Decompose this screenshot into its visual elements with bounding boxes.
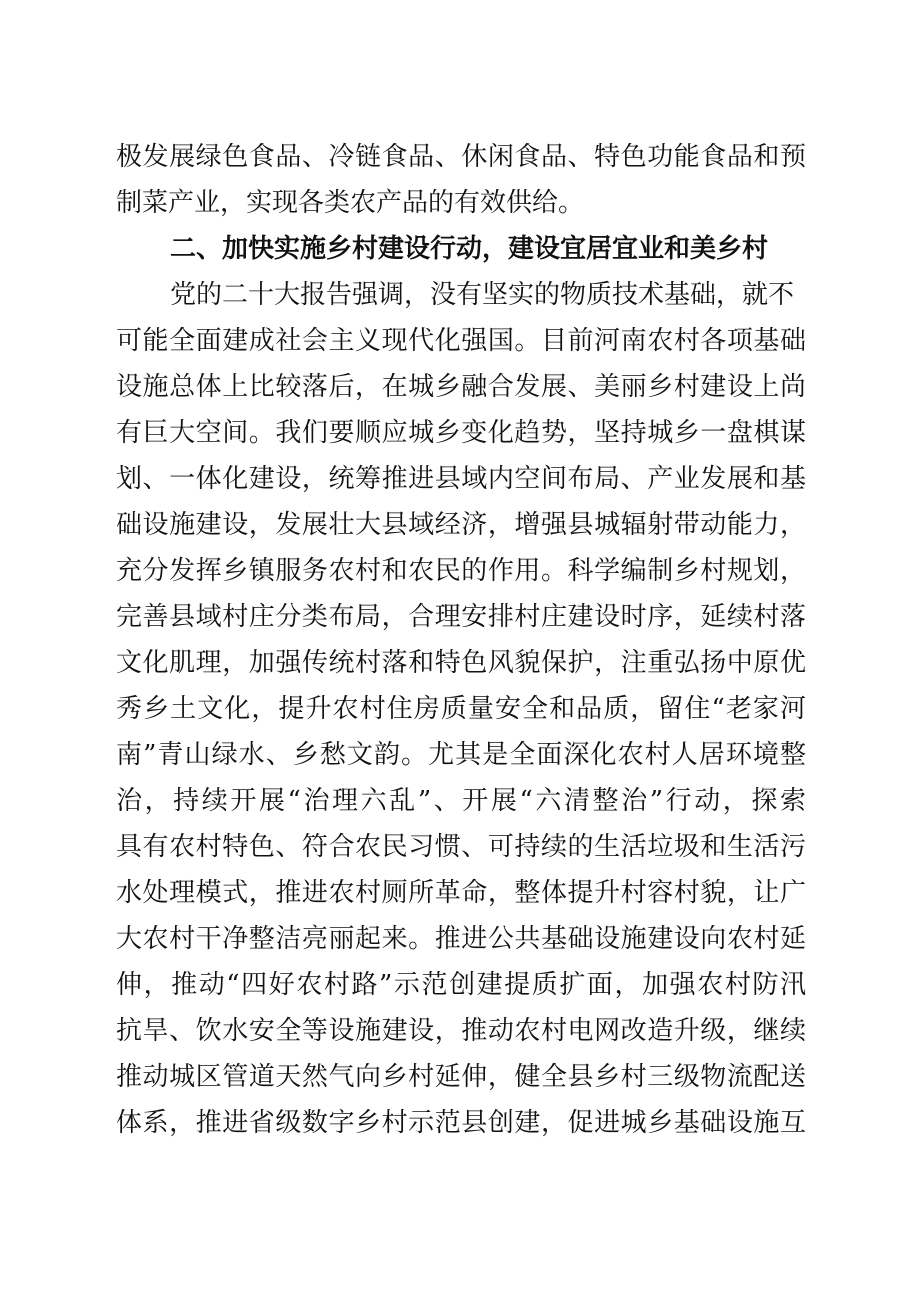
- paragraph-line: 南”青山绿水、乡愁文韵。尤其是全面深化农村人居环境整: [116, 740, 806, 770]
- paragraph-line: 可能全面建成社会主义现代化强国。目前河南农村各项基础: [116, 326, 806, 356]
- paragraph-line: 伸，推动“四好农村路”示范创建提质扩面，加强农村防汛: [116, 970, 806, 1000]
- paragraph-line: 治，持续开展“治理六乱”、开展“六清整治”行动，探索: [116, 786, 806, 816]
- paragraph-line: 文化肌理，加强传统村落和特色风貌保护，注重弘扬中原优: [116, 648, 806, 678]
- paragraph-line: 党的二十大报告强调，没有坚实的物质技术基础，就不: [170, 280, 795, 310]
- paragraph-line: 水处理模式，推进农村厕所革命，整体提升村容村貌，让广: [116, 878, 806, 908]
- paragraph-line: 抗旱、饮水安全等设施建设，推动农村电网改造升级，继续: [116, 1016, 806, 1046]
- paragraph-line: 有巨大空间。我们要顺应城乡变化趋势，坚持城乡一盘棋谋: [116, 418, 806, 448]
- paragraph-line: 划、一体化建设，统筹推进县域内空间布局、产业发展和基: [116, 464, 806, 494]
- paragraph-line: 体系，推进省级数字乡村示范县创建，促进城乡基础设施互: [116, 1108, 806, 1138]
- paragraph-line: 大农村干净整洁亮丽起来。推进公共基础设施建设向农村延: [116, 924, 806, 954]
- section-heading: 二、加快实施乡村建设行动，建设宜居宜业和美乡村: [170, 234, 769, 264]
- paragraph-line: 础设施建设，发展壮大县域经济，增强县城辐射带动能力，: [116, 510, 806, 540]
- paragraph-line: 设施总体上比较落后，在城乡融合发展、美丽乡村建设上尚: [116, 372, 806, 402]
- paragraph-line: 秀乡土文化，提升农村住房质量安全和品质，留住“老家河: [116, 694, 806, 724]
- paragraph-line: 具有农村特色、符合农民习惯、可持续的生活垃圾和生活污: [116, 832, 806, 862]
- paragraph-line: 制菜产业，实现各类农产品的有效供给。: [116, 188, 585, 218]
- paragraph-line: 推动城区管道天然气向乡村延伸，健全县乡村三级物流配送: [116, 1062, 806, 1092]
- paragraph-line: 完善县域村庄分类布局，合理安排村庄建设时序，延续村落: [116, 602, 806, 632]
- paragraph-line: 极发展绿色食品、冷链食品、休闲食品、特色功能食品和预: [116, 142, 806, 172]
- paragraph-line: 充分发挥乡镇服务农村和农民的作用。科学编制乡村规划，: [116, 556, 806, 586]
